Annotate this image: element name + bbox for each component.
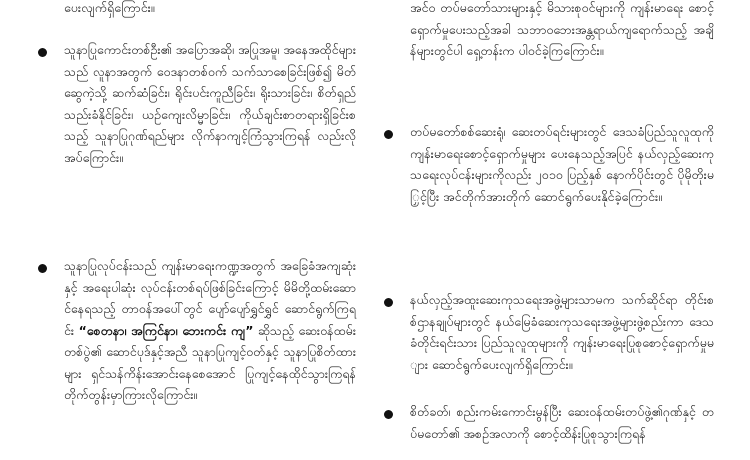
right-item-2 xyxy=(384,289,714,375)
paragraph-text xyxy=(64,255,356,406)
left-item-2 xyxy=(38,255,356,406)
bullet-point xyxy=(384,298,393,307)
motto-bold-text: “စေတနာ၊ အကြင်နာ၊ ဘေးကင်း ကျ” xyxy=(78,322,254,338)
left-item-0 xyxy=(38,0,356,19)
bullet-point xyxy=(38,48,47,57)
paragraph-text: တပ်မတော်စစ်ဆေးရုံ၊ ဆေးတပ်ရင်းများတွင် ဒေသခံပြည်သူလူထုကို ကျန်းမာရေးစောင့်ရှောက်မှုများ ပေးနေသည့်အပြင် နယ်လှည့်ဆေးကုသရေးလုပ်ငန်းများကိုလည်း ၂၀၁၀ ပြည့်နှစ် နောက်ပိုင်းတွင် ပိုမိုတိုးမြှင့်ပြီး အင်တိုက်အားတိုက် ဆောင်ရွက်ပေးနိုင်ခဲ့ကြောင်း။ xyxy=(410,124,714,204)
bullet-point xyxy=(384,130,393,139)
paragraph-text: ပေးလျက်ရှိကြောင်း။ xyxy=(64,0,155,15)
paragraph-text-before: သူနာပြုလုပ်ငန်းသည် ကျန်းမာရေးကဏ္ဍအတွက် အခြေခံအကျဆုံးနှင့် အရေးပါဆုံး လုပ်ငန်းတစ်ရပ်ဖြစ်ခြင်းကြောင့် မိမိတို့ထမ်းဆောင်နေရသည့် တာဝန်အပေါ်တွင် ပျော်ပျော်ရွှင်ရွှင် ဆောင်ရွက်ကြရင်း xyxy=(64,258,356,338)
paragraph-text: စိတ်ခတ်၊ စည်းကမ်းကောင်းမွန်ပြီး ဆေးဝန်ထမ်းတပ်ဖွဲ့၏ဂုဏ်နှင့် တပ်မတော်၏ အစဉ်အလာကို စောင့်ထိန်းပြုစုသွားကြရန် xyxy=(410,404,714,441)
right-item-0 xyxy=(384,0,714,62)
paragraph-text-after: ဆိုသည့် ဆေးဝန်ထမ်းတစ်ပွဲ၏ ဆောင်ပုဒ်နှင့်အညီ သူနာပြုကျင့်ဝတ်နှင့် သူနာပြုစိတ်ထားများ ရှင်သန်ကိန်းအောင်းနေစေအောင် ပြုကျင့်နေထိုင်သွားကြရန် တိုက်တွန်းမှာကြားလိုကြောင်း။ xyxy=(64,322,356,402)
right-item-3 xyxy=(384,401,714,444)
right-item-1 xyxy=(384,121,714,207)
paragraph-text: နယ်လှည့်အထူးဆေးကုသရေးအဖွဲ့များသာမက သက်ဆိုင်ရာ တိုင်းစစ်ဌာနချုပ်များတွင် နယ်မြေခံဆေးကုသရေးအဖွဲ့များဖွဲ့စည်းကာ ဒေသခံတိုင်းရင်းသား ပြည်သူလူထုများကို ကျန်းမာရေးပြုစုစောင့်ရှောက်မှုများ ဆောင်ရွက်ပေးလျက်ရှိကြောင်း။ xyxy=(410,292,714,372)
bullet-point xyxy=(384,410,393,419)
paragraph-text: အင်ဝ တပ်မတော်သားများနှင့် မိသားစုဝင်များကို ကျန်းမာရေး စောင့်ရှောက်မှုပေးသည့်အခါ သဘာဝဘေးအန္တရာယ်ကျရောက်သည့် အချိန်များတွင်ပါ ရှေ့တန်းက ပါဝင်ခဲ့ကြကြောင်း။ xyxy=(410,0,714,58)
bullet-point xyxy=(38,264,47,273)
left-item-1 xyxy=(38,39,356,168)
paragraph-text: သူနာပြုကောင်းတစ်ဦး၏ အပြောအဆို၊ အပြုအမူ၊ အနေအထိုင်များသည် လူနာအတွက် ဝေဒနာတစ်ဝက် သက်သာစေခြင်းဖြစ်၍ မိတ်ဆွေကဲ့သို့ ဆက်ဆံခြင်း၊ ရိုင်းပင်းကူညီခြင်း၊ ရိုးသားခြင်း၊ စိတ်ရှည်သည်းခံနိုင်ခြင်း၊ ယဉ်ကျေးလိမ္မာခြင်း၊ ကိုယ်ချင်းစာတရားရှိခြင်းစသည့် သူနာပြုဂုဏ်ရည်များ လိုက်နာကျင့်ကြံသွားကြရန် လည်းလိုအပ်ကြောင်း။ xyxy=(64,42,356,165)
